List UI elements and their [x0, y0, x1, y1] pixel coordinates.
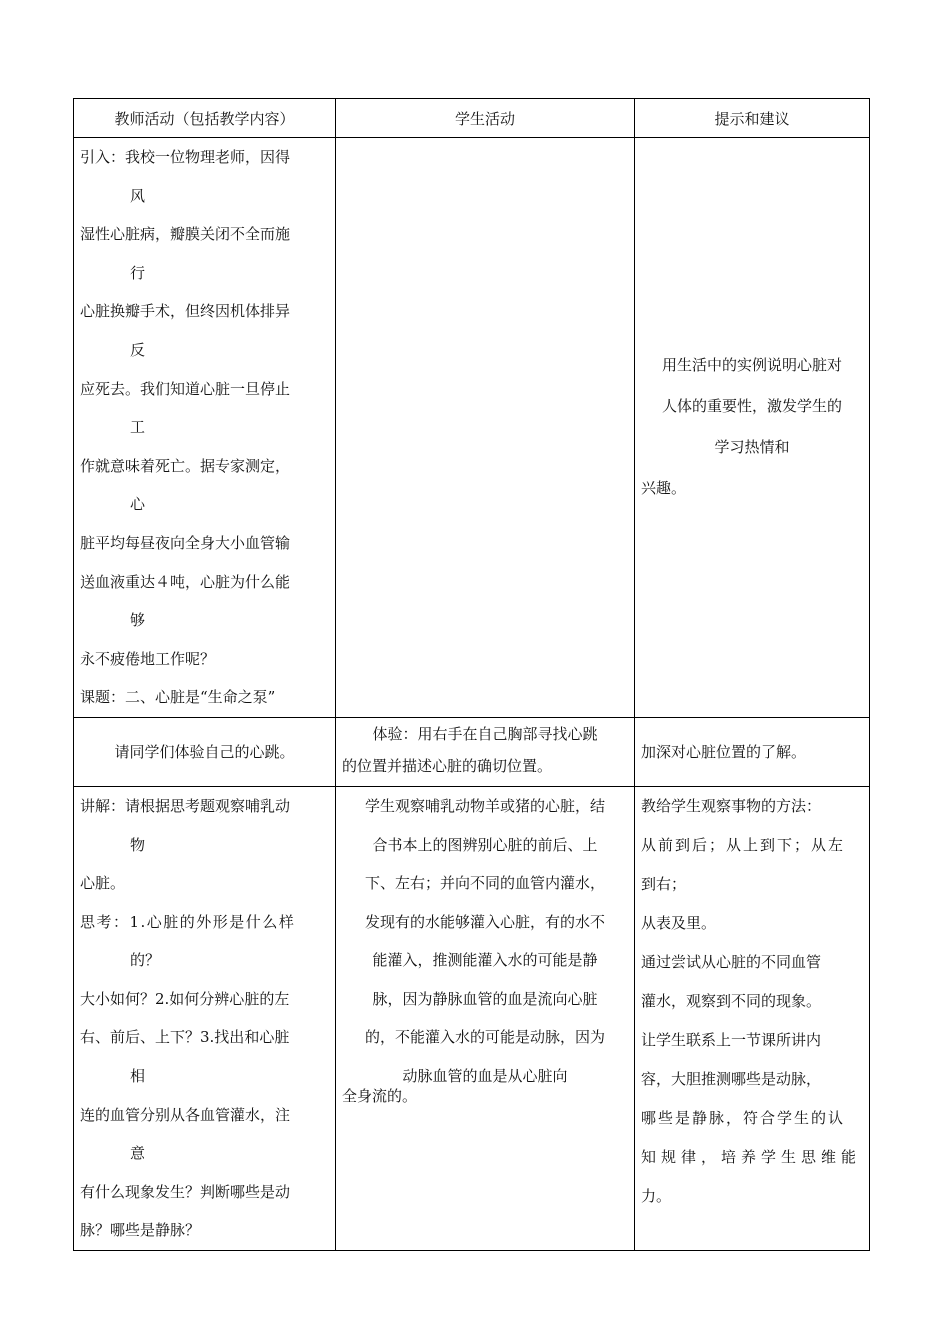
text-line: 风	[130, 186, 146, 205]
tips-cell	[635, 786, 870, 1250]
text-line: 脉，因为静脉血管的血是流向心脏	[372, 989, 598, 1008]
text-line: 物	[130, 835, 146, 854]
text-line: 引入：我校一位物理老师，因得	[80, 148, 291, 166]
student-cell	[336, 717, 635, 786]
text-line: 动脉血管的血是从心脏向	[402, 1067, 568, 1086]
text-line: 心脏。	[80, 874, 126, 893]
text-line: 到右；	[641, 874, 687, 893]
text-line: 脏平均每昼夜向全身大小血管输	[80, 533, 291, 552]
student-cell	[336, 786, 635, 1250]
lesson-title: 课题：二、心脏是“生命之泵”	[80, 688, 276, 707]
text-line: 让学生联系上一节课所讲内	[641, 1030, 822, 1049]
text-line: 湿性心脏病，瓣膜关闭不全而施	[80, 225, 291, 244]
text-line: 作就意味着死亡。据专家测定，	[80, 456, 291, 475]
text-line: 工	[130, 418, 146, 437]
text-line: 通过尝试从心脏的不同血管	[641, 952, 822, 971]
text-line: 兴趣。	[641, 479, 687, 498]
text-line: 右、前后、上下？3.找出和心脏	[80, 1028, 290, 1047]
text-line: 人体的重要性，激发学生的	[661, 397, 842, 416]
text-line: 讲解：请根据思考题观察哺乳动	[80, 796, 291, 815]
text-line: 思考：1.心脏的外形是什么样	[80, 912, 296, 931]
student-cell	[336, 138, 635, 718]
text-line: 脉？哪些是静脉？	[80, 1221, 201, 1240]
table-row	[74, 138, 870, 718]
text-line: 学生观察哺乳动物羊或猪的心脏，结	[364, 796, 605, 815]
text-line: 的位置并描述心脏的确切位置。	[342, 756, 553, 775]
text-line: 加深对心脏位置的了解。	[641, 742, 807, 761]
text-line: 合书本上的图辨别心脏的前后、上	[372, 835, 598, 854]
text-line: 能灌入，推测能灌入水的可能是静	[372, 951, 598, 970]
lesson-plan-table	[73, 98, 870, 1251]
text-line: 大小如何？2.如何分辨心脏的左	[80, 989, 290, 1008]
header-tips: 提示和建议	[635, 99, 870, 138]
table-header-row	[74, 99, 870, 138]
text-line: 请同学们体验自己的心跳。	[114, 742, 295, 761]
text-line: 心脏换瓣手术，但终因机体排异	[80, 302, 291, 321]
text-line: 够	[130, 611, 146, 630]
text-line: 知规律，培养学生思维能	[641, 1147, 862, 1166]
text-line: 从前到后；从上到下；从左	[641, 835, 846, 854]
header-teacher-activity: 教师活动（包括教学内容）	[74, 99, 336, 138]
text-line: 灌水，观察到不同的现象。	[641, 991, 822, 1010]
text-line: 发现有的水能够灌入心脏，有的水不	[364, 912, 605, 931]
text-line: 容，大胆推测哪些是动脉，	[641, 1069, 822, 1088]
teacher-cell	[74, 786, 336, 1250]
tips-cell	[635, 717, 870, 786]
teacher-cell	[74, 717, 336, 786]
text-line: 的，不能灌入水的可能是动脉，因为	[364, 1028, 605, 1047]
table-row	[74, 717, 870, 786]
text-line: 用生活中的实例说明心脏对	[661, 356, 842, 375]
text-line: 体验：用右手在自己胸部寻找心跳	[372, 724, 598, 743]
text-line: 力。	[641, 1186, 672, 1205]
text-line: 送血液重达４吨，心脏为什么能	[80, 572, 291, 591]
text-line: 应死去。我们知道心脏一旦停止	[80, 379, 291, 398]
text-line: 有什么现象发生？判断哪些是动	[80, 1182, 291, 1201]
text-line: 学习热情和	[714, 438, 790, 457]
text-line: 心	[130, 495, 146, 514]
text-line: 反	[130, 340, 146, 359]
text-line: 相	[130, 1067, 146, 1086]
text-line: 意	[130, 1144, 146, 1163]
tips-cell	[635, 138, 870, 718]
header-student-activity: 学生活动	[336, 99, 635, 138]
table-row	[74, 786, 870, 1250]
text-line: 永不疲倦地工作呢？	[80, 649, 216, 668]
text-line: 全身流的。	[342, 1086, 418, 1105]
text-line: 连的血管分别从各血管灌水，注	[80, 1105, 291, 1124]
text-line: 下、左右；并向不同的血管内灌水，	[364, 874, 605, 893]
text-line: 教给学生观察事物的方法：	[641, 796, 822, 815]
text-line: 行	[130, 263, 146, 282]
text-line: 的？	[130, 951, 161, 970]
text-line: 哪些是静脉，符合学生的认	[641, 1108, 846, 1127]
text-line: 从表及里。	[641, 913, 717, 932]
teacher-cell	[74, 138, 336, 718]
